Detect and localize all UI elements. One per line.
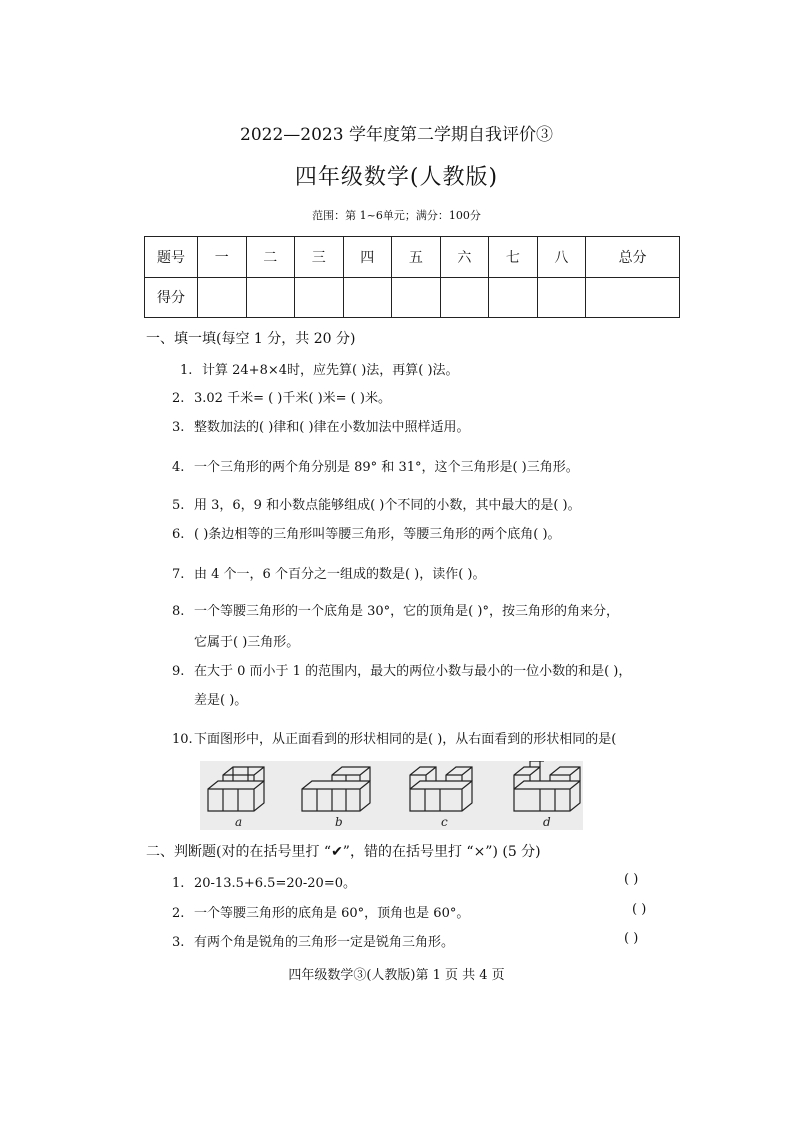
cube-figures-image: [200, 761, 583, 830]
score-table-col: 总分: [586, 237, 680, 278]
question-number: 2.: [172, 391, 185, 406]
exam-scope: 范围：第 1~6单元；满分：100分: [312, 209, 481, 222]
score-table-col: 八: [537, 237, 586, 278]
question-9: [172, 660, 631, 679]
question-text: 20-13.5+6.5=20-20=0。: [194, 876, 356, 891]
score-cell[interactable]: [392, 277, 441, 318]
question-5: [172, 494, 581, 513]
question-text: 3.02 千米= ( )千米( )米= ( )米。: [194, 391, 391, 406]
question-9-continuation: 差是( )。: [194, 693, 248, 708]
question-text: 在大于 0 而小于 1 的范围内，最大的两位小数与最小的一位小数的和是( )，: [194, 664, 632, 679]
score-cell[interactable]: [489, 277, 538, 318]
question-text: 一个等腰三角形的底角是 60°，顶角也是 60°。: [194, 906, 470, 921]
question-number: 8.: [172, 604, 185, 619]
question-number: 4.: [172, 460, 185, 475]
question-1: [180, 359, 459, 378]
score-table-score-row: [145, 277, 680, 318]
question-text: 一个等腰三角形的一个底角是 30°，它的顶角是( )°，按三角形的角来分，: [194, 604, 619, 619]
question-7: [172, 563, 486, 582]
score-table-row-label: 得分: [145, 277, 198, 318]
score-table-col: 五: [392, 237, 441, 278]
question-text: 用 3，6，9 和小数点能够组成( )个不同的小数，其中最大的是( )。: [194, 498, 581, 513]
question-number: 3.: [172, 420, 185, 435]
score-table-row-label: 题号: [145, 237, 198, 278]
score-cell[interactable]: [440, 277, 489, 318]
score-cell[interactable]: [537, 277, 586, 318]
score-cell[interactable]: [246, 277, 295, 318]
figure-c-solid: [410, 767, 472, 811]
judge-question-1: [172, 872, 356, 891]
question-8-continuation: 它属于( )三角形。: [194, 635, 300, 650]
question-3: [172, 416, 470, 435]
question-text: 下面图形中，从正面看到的形状相同的是( )，从右面看到的形状相同的是(: [194, 732, 617, 747]
judge-question-2: [172, 902, 469, 921]
judge-answer-blank[interactable]: ( ): [624, 931, 639, 946]
figure-b-solid: [302, 767, 370, 811]
question-number: 3.: [172, 935, 185, 950]
question-text: 一个三角形的两个角分别是 89° 和 31°，这个三角形是( )三角形。: [194, 460, 579, 475]
score-table-col: 六: [440, 237, 489, 278]
question-text: 计算 24+8×4时，应先算( )法，再算( )法。: [202, 363, 459, 378]
figure-label-d: d: [543, 815, 551, 829]
cube-figures-drawing: [200, 761, 583, 830]
score-table-header-row: [145, 237, 680, 278]
section2-heading: 二、判断题(对的在括号里打 “✔”，错的在括号里打 “×”) (5 分): [146, 844, 541, 860]
question-number: 9.: [172, 664, 185, 679]
score-cell[interactable]: [198, 277, 247, 318]
score-cell[interactable]: [343, 277, 392, 318]
question-8: [172, 600, 619, 619]
question-4: [172, 456, 579, 475]
figure-label-c: c: [441, 815, 448, 829]
question-text: 有两个角是锐角的三角形一定是锐角三角形。: [194, 935, 455, 950]
exam-subtitle: 四年级数学(人教版): [294, 165, 499, 190]
question-number: 7.: [172, 567, 185, 582]
judge-answer-blank[interactable]: ( ): [632, 902, 647, 917]
question-2: [172, 387, 391, 406]
score-table-col: 二: [246, 237, 295, 278]
judge-answer-blank[interactable]: ( ): [624, 872, 639, 887]
question-text: ( )条边相等的三角形叫等腰三角形，等腰三角形的两个底角( )。: [194, 527, 561, 542]
question-number: 2.: [172, 906, 185, 921]
figure-a-solid: [208, 767, 264, 811]
exam-title: 2022—2023 学年度第二学期自我评价③: [240, 125, 553, 145]
figure-label-a: a: [235, 815, 243, 829]
score-cell[interactable]: [295, 277, 344, 318]
figure-label-b: b: [335, 815, 343, 829]
question-number: 6.: [172, 527, 185, 542]
score-table-col: 一: [198, 237, 247, 278]
question-6: [172, 523, 561, 542]
page-footer: 四年级数学③(人教版)第 1 页 共 4 页: [288, 968, 505, 983]
question-number: 5.: [172, 498, 185, 513]
judge-question-3: [172, 931, 454, 950]
question-number: 10.: [172, 732, 193, 747]
figure-d-solid: [514, 761, 580, 811]
score-table-col: 四: [343, 237, 392, 278]
question-text: 整数加法的( )律和( )律在小数加法中照样适用。: [194, 420, 470, 435]
question-10: [172, 728, 616, 747]
score-table: [144, 236, 680, 318]
question-number: 1.: [172, 876, 185, 891]
section1-heading: 一、填一填(每空 1 分，共 20 分): [146, 331, 356, 347]
question-text: 由 4 个一，6 个百分之一组成的数是( )，读作( )。: [194, 567, 486, 582]
score-table-col: 七: [489, 237, 538, 278]
score-cell[interactable]: [586, 277, 680, 318]
question-number: 1.: [180, 363, 193, 378]
score-table-col: 三: [295, 237, 344, 278]
